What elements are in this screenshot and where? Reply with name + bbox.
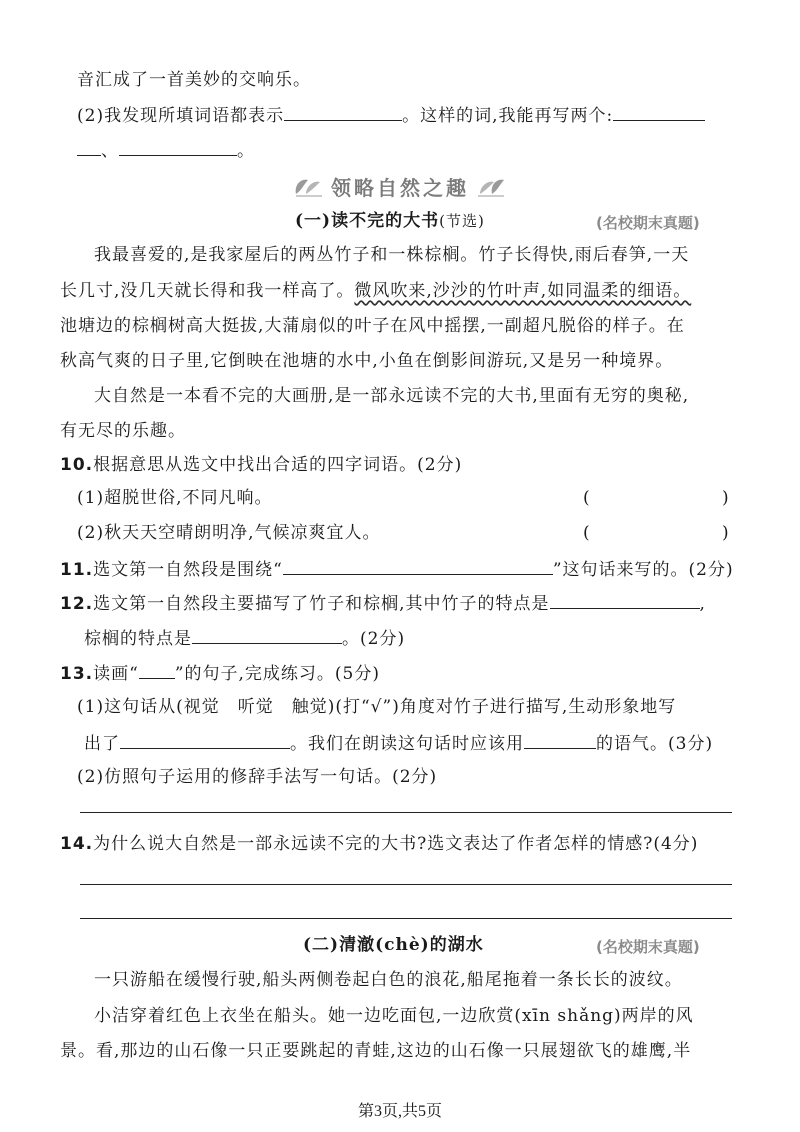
section-banner [0,172,800,201]
answer-paren-open: ( [583,523,591,543]
passage-line: 池塘边的棕榈树高大挺拔,大蒲扇似的叶子在风中摇摆,一副超凡脱俗的样子。在 [60,316,685,336]
question-text: ”这句话来写的。(2分) [552,560,734,580]
question-text: 的语气。(3分) [596,734,714,754]
answer-blank[interactable] [550,591,700,609]
answer-line[interactable] [80,918,732,919]
question-number: 13. [60,664,94,684]
wavy-symbol-blank [139,661,175,679]
text: 。 [237,141,255,161]
question-10-2: (2)秋天天空晴朗明净,气候凉爽宜人。 [77,523,381,543]
question-13-1: (1)这句话从(视觉 听觉 触觉)(打“√”)角度对竹子进行描写,生动形象地写 [77,697,677,717]
answer-line[interactable] [80,884,732,885]
answer-blank[interactable] [283,557,553,575]
leaf-decoration-icon [474,176,508,198]
question-text: 选文第一自然段主要描写了竹子和棕榈,其中竹子的特点是 [93,594,550,614]
passage-line: 秋高气爽的日子里,它倒映在池塘的水中,小鱼在倒影间游玩,又是另一种境界。 [60,351,674,371]
question-text: 为什么说大自然是一部永远读不完的大书?选文表达了作者怎样的情感?(4分) [93,834,699,854]
passage-line: 大自然是一本看不完的大画册,是一部永远读不完的大书,里面有无穷的奥秘, [94,386,690,406]
question-text: ”的句子,完成练习。(5分) [174,664,381,684]
passage-line [60,280,691,302]
question-number: 11. [60,560,94,580]
leaf-decoration-icon [292,176,326,198]
passage-line: 我最喜爱的,是我家屋后的两丛竹子和一株棕榈。竹子长得快,雨后春笋,一天 [94,245,690,265]
text: , [699,594,706,614]
title-note: (节选) [439,212,485,230]
answer-paren-close: ) [722,523,730,543]
question-line [77,138,255,162]
question-13 [60,661,380,685]
answer-blank[interactable] [284,103,402,121]
text: (2)我发现所填词语都表示 [77,106,285,126]
answer-blank[interactable] [119,138,237,156]
answer-blank[interactable] [120,731,290,749]
banner-title: 领略自然之趣 [331,176,469,200]
question-14 [60,833,698,855]
title-text: (一)读不完的大书 [295,211,440,231]
question-text: 读画“ [93,664,139,684]
text: 、 [101,141,119,161]
question-number: 12. [60,594,94,614]
text: 。这样的词,我能再写两个: [402,106,614,126]
passage-line: 有无尽的乐趣。 [60,421,186,441]
question-text: 选文第一自然段是围绕“ [93,560,283,580]
question-line [77,103,705,127]
question-text: 出了 [84,734,120,754]
answer-blank[interactable] [613,103,705,121]
answer-blank[interactable] [524,731,596,749]
question-text: 。我们在朗读这句话时应该用 [290,734,524,754]
question-11 [60,557,734,581]
passage-line: 一只游船在缓慢行驶,船头两侧卷起白色的浪花,船尾拖着一条长长的波纹。 [94,970,683,990]
question-12-cont [84,626,405,650]
passage-line: 景。看,那边的山石像一只正要跳起的青蛙,这边的山石像一只展翅欲飞的雄鹰,半 [60,1041,692,1061]
exam-source-tag: (名校期末真题) [596,938,700,956]
section-title [295,210,485,232]
question-text: 棕榈的特点是 [84,629,192,649]
exam-source-tag: (名校期末真题) [596,214,700,232]
answer-paren-close: ) [722,488,730,508]
answer-blank[interactable] [77,138,101,156]
question-13-2: (2)仿照句子运用的修辞手法写一句话。(2分) [77,767,438,787]
text-line: 音汇成了一首美妙的交响乐。 [77,70,311,90]
question-10-1: (1)超脱世俗,不同凡响。 [77,488,273,508]
page-number: 第3页,共5页 [357,1103,442,1120]
answer-paren-open: ( [583,488,591,508]
wavy-underlined-sentence: 微风吹来,沙沙的竹叶声,如同温柔的细语。 [354,281,692,301]
section-title: (二)清澈(chè)的湖水 [303,935,484,955]
passage-line: 小洁穿着红色上衣坐在船头。她一边吃面包,一边欣赏(xīn shǎng)两岸的风 [94,1006,694,1026]
answer-line[interactable] [80,812,732,813]
question-12 [60,591,706,615]
question-13-1-cont [84,731,713,755]
answer-blank[interactable] [192,626,342,644]
question-number: 10. [60,455,94,475]
question-10 [60,454,462,476]
text: 长几寸,没几天就长得和我一样高了。 [60,281,355,301]
question-text: 。(2分) [342,629,406,649]
question-number: 14. [60,834,94,854]
question-text: 根据意思从选文中找出合适的四字词语。(2分) [93,455,463,475]
